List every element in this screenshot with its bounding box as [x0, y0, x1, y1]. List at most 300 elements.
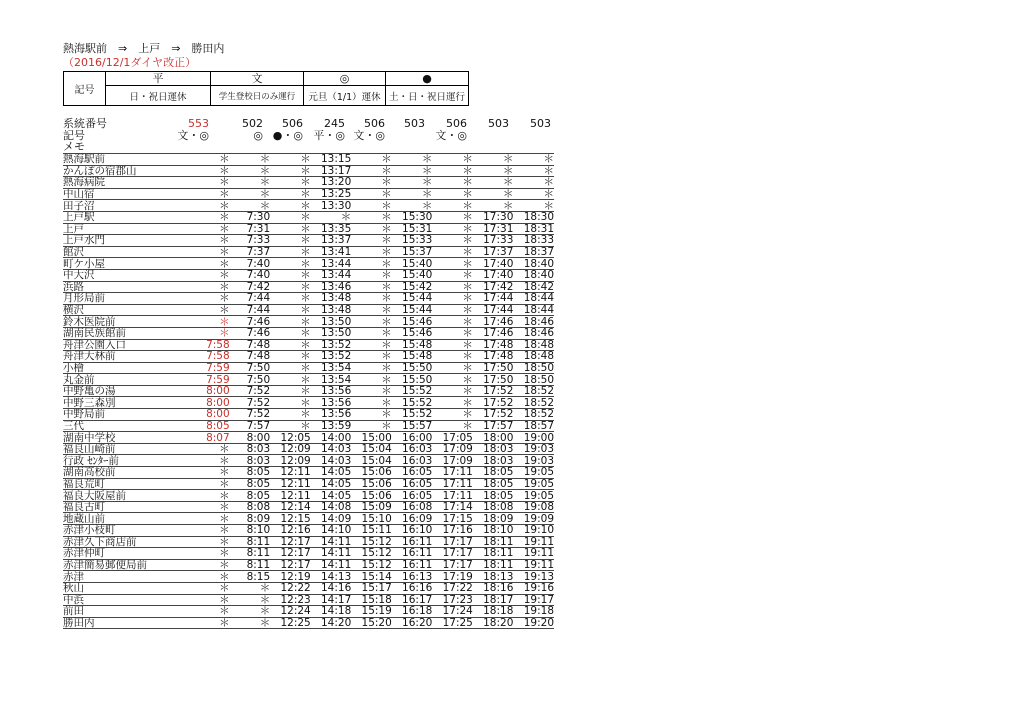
time-cell: 7:40	[230, 258, 271, 270]
time-cell: ＊	[432, 235, 473, 247]
time-cell: ＊	[351, 165, 392, 177]
time-cell: ＊	[432, 293, 473, 305]
time-cell: ＊	[189, 443, 230, 455]
time-cell: 18:05	[473, 490, 514, 502]
table-row	[63, 432, 554, 444]
time-cell: 12:15	[270, 513, 311, 525]
time-cell: ＊	[230, 188, 271, 200]
stop-name: 福良大阪屋前	[63, 490, 189, 502]
time-cell: 17:52	[473, 397, 514, 409]
time-cell: ＊	[270, 351, 311, 363]
memo-row	[63, 141, 553, 153]
time-cell: 13:30	[311, 200, 352, 212]
stop-name: 湖南高校前	[63, 467, 189, 479]
time-cell: 17:46	[473, 327, 514, 339]
time-cell: ＊	[432, 188, 473, 200]
time-cell: 15:04	[351, 455, 392, 467]
time-cell: 13:56	[311, 397, 352, 409]
time-cell: 15:18	[351, 594, 392, 606]
time-cell: 16:03	[392, 455, 433, 467]
time-cell: 7:30	[230, 211, 271, 223]
time-cell: ＊	[351, 327, 392, 339]
stop-name: 福良古町	[63, 501, 189, 513]
time-cell: ＊	[189, 200, 230, 212]
time-cell: ＊	[189, 211, 230, 223]
time-cell: 18:40	[513, 258, 554, 270]
time-cell: 17:31	[473, 223, 514, 235]
time-cell: ＊	[270, 409, 311, 421]
table-row	[63, 409, 554, 421]
time-cell: 18:30	[513, 211, 554, 223]
route-symbol-6: 文・◎	[435, 128, 467, 142]
time-cell: 17:11	[432, 478, 473, 490]
time-cell: 17:50	[473, 362, 514, 374]
time-cell: 12:22	[270, 582, 311, 594]
time-cell: ＊	[270, 362, 311, 374]
time-cell: ＊	[432, 397, 473, 409]
time-cell: 18:37	[513, 246, 554, 258]
time-cell: 15:37	[392, 246, 433, 258]
time-cell: ＊	[432, 362, 473, 374]
table-row	[63, 211, 554, 223]
time-cell: 19:00	[513, 432, 554, 444]
time-cell: ＊	[189, 582, 230, 594]
time-cell: 15:06	[351, 478, 392, 490]
time-cell: ＊	[351, 269, 392, 281]
time-cell: 17:09	[432, 455, 473, 467]
time-cell: 17:48	[473, 339, 514, 351]
time-cell: 15:44	[392, 293, 433, 305]
time-cell: ＊	[392, 165, 433, 177]
time-cell: 18:05	[473, 467, 514, 479]
time-cell: 15:30	[392, 211, 433, 223]
stop-name: 地蔵山前	[63, 513, 189, 525]
time-cell: 15:44	[392, 304, 433, 316]
time-cell: ＊	[189, 606, 230, 618]
stop-name: 舟津大林前	[63, 351, 189, 363]
time-cell: 7:31	[230, 223, 271, 235]
time-cell: ＊	[351, 374, 392, 386]
time-cell: ＊	[189, 617, 230, 629]
time-cell: 16:18	[392, 606, 433, 618]
time-cell: ＊	[270, 339, 311, 351]
table-row	[63, 559, 554, 571]
route-number-2: 506	[282, 117, 303, 130]
time-cell: 12:11	[270, 490, 311, 502]
time-cell: 17:33	[473, 235, 514, 247]
time-cell: 14:18	[311, 606, 352, 618]
time-cell: 16:05	[392, 478, 433, 490]
table-row	[63, 513, 554, 525]
table-row	[63, 478, 554, 490]
time-cell: 12:24	[270, 606, 311, 618]
time-cell: 17:05	[432, 432, 473, 444]
time-cell: 19:17	[513, 594, 554, 606]
time-cell: 8:05	[230, 490, 271, 502]
time-cell: ＊	[189, 536, 230, 548]
time-cell: 17:11	[432, 467, 473, 479]
route-number-4: 506	[364, 117, 385, 130]
time-cell: 16:20	[392, 617, 433, 629]
time-cell: 18:57	[513, 420, 554, 432]
time-cell: 13:46	[311, 281, 352, 293]
table-row	[63, 281, 554, 293]
time-cell: 17:52	[473, 409, 514, 421]
time-cell: ＊	[392, 177, 433, 189]
stop-name: かんぽの宿郡山	[63, 165, 189, 177]
table-row	[63, 420, 554, 432]
time-cell: 8:03	[230, 455, 271, 467]
time-cell: ＊	[432, 304, 473, 316]
time-cell: 14:05	[311, 467, 352, 479]
time-cell: 14:03	[311, 443, 352, 455]
table-row	[63, 571, 554, 583]
time-cell: 17:16	[432, 525, 473, 537]
time-cell: 17:17	[432, 559, 473, 571]
time-cell: ＊	[351, 154, 392, 166]
time-cell: 13:52	[311, 339, 352, 351]
stop-name: 湖南中学校	[63, 432, 189, 444]
time-cell: ＊	[189, 154, 230, 166]
time-cell: 13:35	[311, 223, 352, 235]
table-row	[63, 351, 554, 363]
time-cell: 19:03	[513, 443, 554, 455]
time-cell: ＊	[189, 490, 230, 502]
time-cell: ＊	[311, 211, 352, 223]
time-cell: 18:11	[473, 559, 514, 571]
time-cell: 8:11	[230, 548, 271, 560]
legend-symbol-black-circle: ●	[386, 72, 469, 86]
time-cell: ＊	[432, 385, 473, 397]
time-cell: 18:20	[473, 617, 514, 629]
time-cell: 7:58	[189, 339, 230, 351]
time-cell: 15:19	[351, 606, 392, 618]
legend-symbol-bun: 文	[211, 72, 304, 86]
time-cell: ＊	[432, 374, 473, 386]
time-cell: 8:07	[189, 432, 230, 444]
symbol-label: 記号	[63, 128, 85, 142]
time-cell: 18:11	[473, 536, 514, 548]
time-cell: 15:06	[351, 490, 392, 502]
time-cell: ＊	[189, 513, 230, 525]
time-cell: 7:42	[230, 281, 271, 293]
time-cell: 15:48	[392, 351, 433, 363]
time-cell: ＊	[351, 211, 392, 223]
stop-name: 赤津小枝町	[63, 525, 189, 537]
time-cell: 18:44	[513, 293, 554, 305]
stop-name: 福良荒町	[63, 478, 189, 490]
symbol-row	[63, 130, 553, 142]
table-row	[63, 594, 554, 606]
time-cell: 8:00	[189, 409, 230, 421]
time-cell: 13:52	[311, 351, 352, 363]
time-cell: 19:20	[513, 617, 554, 629]
time-cell: ＊	[270, 385, 311, 397]
time-cell: ＊	[473, 200, 514, 212]
timetable-meta	[63, 118, 553, 153]
time-cell: 15:09	[351, 501, 392, 513]
time-cell: 14:05	[311, 490, 352, 502]
time-cell: ＊	[189, 525, 230, 537]
time-cell: ＊	[351, 223, 392, 235]
legend-symbol-hei: 平	[106, 72, 211, 86]
time-cell: 12:19	[270, 571, 311, 583]
stop-name: 町ケ小屋	[63, 258, 189, 270]
time-cell: 15:31	[392, 223, 433, 235]
stop-name: 中浜	[63, 594, 189, 606]
time-cell: ＊	[189, 559, 230, 571]
time-cell: 15:40	[392, 258, 433, 270]
stop-name: 福良山崎前	[63, 443, 189, 455]
time-cell: 18:46	[513, 316, 554, 328]
stop-name: 熱海駅前	[63, 154, 189, 166]
timetable	[63, 153, 554, 629]
time-cell: ＊	[189, 177, 230, 189]
time-cell: ＊	[270, 327, 311, 339]
legend-label: 記号	[64, 72, 106, 106]
stop-name: 赤津仲町	[63, 548, 189, 560]
time-cell: 8:03	[230, 443, 271, 455]
time-cell: ＊	[189, 223, 230, 235]
time-cell: ＊	[189, 293, 230, 305]
time-cell: ＊	[270, 420, 311, 432]
time-cell: ＊	[189, 455, 230, 467]
time-cell: 15:20	[351, 617, 392, 629]
time-cell: ＊	[270, 269, 311, 281]
time-cell: ＊	[432, 351, 473, 363]
time-cell: 19:05	[513, 478, 554, 490]
time-cell: ＊	[270, 304, 311, 316]
time-cell: ＊	[189, 269, 230, 281]
table-row	[63, 525, 554, 537]
time-cell: ＊	[270, 177, 311, 189]
route-number-6: 506	[446, 117, 467, 130]
stop-name: 中野亀の湯	[63, 385, 189, 397]
stop-name: 中山宿	[63, 188, 189, 200]
time-cell: ＊	[392, 154, 433, 166]
time-cell: 13:44	[311, 258, 352, 270]
legend-desc-black-circle: 土・日・祝日運行	[386, 86, 469, 106]
time-cell: ＊	[392, 200, 433, 212]
time-cell: 15:12	[351, 548, 392, 560]
route-number-1: 502	[242, 117, 263, 130]
stop-name: 月形局前	[63, 293, 189, 305]
time-cell: 15:00	[351, 432, 392, 444]
time-cell: 15:12	[351, 559, 392, 571]
time-cell: 18:52	[513, 409, 554, 421]
time-cell: 7:58	[189, 351, 230, 363]
time-cell: 12:17	[270, 536, 311, 548]
time-cell: 15:06	[351, 467, 392, 479]
time-cell: 17:23	[432, 594, 473, 606]
time-cell: 12:23	[270, 594, 311, 606]
table-row	[63, 304, 554, 316]
time-cell: 12:05	[270, 432, 311, 444]
time-cell: 19:09	[513, 513, 554, 525]
time-cell: 7:40	[230, 269, 271, 281]
stop-name: 上戸水門	[63, 235, 189, 247]
table-row	[63, 397, 554, 409]
time-cell: 7:46	[230, 327, 271, 339]
time-cell: 13:37	[311, 235, 352, 247]
table-row	[63, 154, 554, 166]
time-cell: 13:54	[311, 374, 352, 386]
time-cell: ＊	[189, 594, 230, 606]
time-cell: ＊	[270, 258, 311, 270]
time-cell: 12:09	[270, 455, 311, 467]
stop-name: 鈴木医院前	[63, 316, 189, 328]
time-cell: 18:52	[513, 397, 554, 409]
table-row	[63, 443, 554, 455]
table-row	[63, 258, 554, 270]
time-cell: 13:48	[311, 293, 352, 305]
time-cell: ＊	[432, 409, 473, 421]
time-cell: ＊	[189, 501, 230, 513]
time-cell: 7:50	[230, 362, 271, 374]
table-row	[63, 165, 554, 177]
time-cell: 18:00	[473, 432, 514, 444]
table-row	[63, 536, 554, 548]
time-cell: ＊	[230, 617, 271, 629]
time-cell: ＊	[189, 327, 230, 339]
time-cell: ＊	[189, 478, 230, 490]
time-cell: 12:11	[270, 467, 311, 479]
time-cell: 18:52	[513, 385, 554, 397]
time-cell: 13:15	[311, 154, 352, 166]
time-cell: ＊	[189, 235, 230, 247]
time-cell: 13:44	[311, 269, 352, 281]
legend-desc-double-circle: 元旦（1/1）運休	[304, 86, 386, 106]
table-row	[63, 188, 554, 200]
time-cell: 18:48	[513, 351, 554, 363]
legend-desc-hei: 日・祝日運休	[106, 86, 211, 106]
time-cell: 14:05	[311, 478, 352, 490]
time-cell: 7:37	[230, 246, 271, 258]
route-number-5: 503	[404, 117, 425, 130]
time-cell: 17:15	[432, 513, 473, 525]
revision-note: （2016/12/1ダイヤ改正）	[63, 56, 197, 69]
time-cell: ＊	[432, 200, 473, 212]
time-cell: 16:13	[392, 571, 433, 583]
time-cell: 15:48	[392, 339, 433, 351]
time-cell: 18:08	[473, 501, 514, 513]
table-row	[63, 606, 554, 618]
time-cell: ＊	[432, 211, 473, 223]
time-cell: 14:08	[311, 501, 352, 513]
time-cell: 18:50	[513, 362, 554, 374]
time-cell: 18:33	[513, 235, 554, 247]
stop-name: 赤津	[63, 571, 189, 583]
table-row	[63, 339, 554, 351]
time-cell: ＊	[351, 362, 392, 374]
time-cell: 16:05	[392, 467, 433, 479]
time-cell: ＊	[189, 281, 230, 293]
time-cell: ＊	[189, 316, 230, 328]
time-cell: ＊	[270, 316, 311, 328]
time-cell: 13:56	[311, 409, 352, 421]
time-cell: ＊	[270, 281, 311, 293]
time-cell: ＊	[432, 154, 473, 166]
time-cell: ＊	[432, 165, 473, 177]
time-cell: 16:05	[392, 490, 433, 502]
time-cell: 17:09	[432, 443, 473, 455]
time-cell: ＊	[230, 582, 271, 594]
time-cell: ＊	[230, 200, 271, 212]
stop-name: 小檜	[63, 362, 189, 374]
time-cell: 19:13	[513, 571, 554, 583]
time-cell: 13:50	[311, 327, 352, 339]
time-cell: 16:11	[392, 536, 433, 548]
time-cell: 16:11	[392, 548, 433, 560]
time-cell: 17:24	[432, 606, 473, 618]
time-cell: ＊	[351, 316, 392, 328]
table-row	[63, 293, 554, 305]
time-cell: ＊	[270, 293, 311, 305]
time-cell: 15:46	[392, 327, 433, 339]
route-number-7: 503	[488, 117, 509, 130]
time-cell: 7:52	[230, 397, 271, 409]
stop-name: 前田	[63, 606, 189, 618]
time-cell: 13:20	[311, 177, 352, 189]
time-cell: 8:11	[230, 536, 271, 548]
stop-name: 田子沼	[63, 200, 189, 212]
time-cell: 14:09	[311, 513, 352, 525]
time-cell: 17:30	[473, 211, 514, 223]
time-cell: 8:10	[230, 525, 271, 537]
time-cell: 8:00	[189, 385, 230, 397]
time-cell: 13:54	[311, 362, 352, 374]
table-row	[63, 455, 554, 467]
time-cell: ＊	[189, 246, 230, 258]
table-row	[63, 269, 554, 281]
time-cell: ＊	[230, 165, 271, 177]
time-cell: 15:52	[392, 409, 433, 421]
time-cell: 19:11	[513, 548, 554, 560]
time-cell: ＊	[432, 258, 473, 270]
time-cell: ＊	[392, 188, 433, 200]
time-cell: 17:37	[473, 246, 514, 258]
time-cell: 14:11	[311, 559, 352, 571]
time-cell: 18:48	[513, 339, 554, 351]
time-cell: ＊	[230, 177, 271, 189]
time-cell: 8:05	[230, 467, 271, 479]
time-cell: 17:44	[473, 304, 514, 316]
time-cell: 12:25	[270, 617, 311, 629]
time-cell: 15:46	[392, 316, 433, 328]
time-cell: 8:15	[230, 571, 271, 583]
time-cell: 19:16	[513, 582, 554, 594]
time-cell: ＊	[189, 188, 230, 200]
time-cell: 17:14	[432, 501, 473, 513]
time-cell: 16:17	[392, 594, 433, 606]
time-cell: ＊	[270, 200, 311, 212]
route-symbol-2: ●・◎	[272, 128, 303, 142]
time-cell: 18:11	[473, 548, 514, 560]
time-cell: 7:59	[189, 374, 230, 386]
time-cell: 8:05	[230, 478, 271, 490]
time-cell: 12:17	[270, 548, 311, 560]
time-cell: 15:57	[392, 420, 433, 432]
time-cell: 15:52	[392, 397, 433, 409]
legend-desc-bun: 学生登校日のみ運行	[211, 86, 304, 106]
time-cell: 12:14	[270, 501, 311, 513]
stop-name: 横沢	[63, 304, 189, 316]
stop-name: 赤津久下商店前	[63, 536, 189, 548]
time-cell: 17:17	[432, 548, 473, 560]
time-cell: 19:10	[513, 525, 554, 537]
time-cell: ＊	[351, 200, 392, 212]
table-row	[63, 316, 554, 328]
